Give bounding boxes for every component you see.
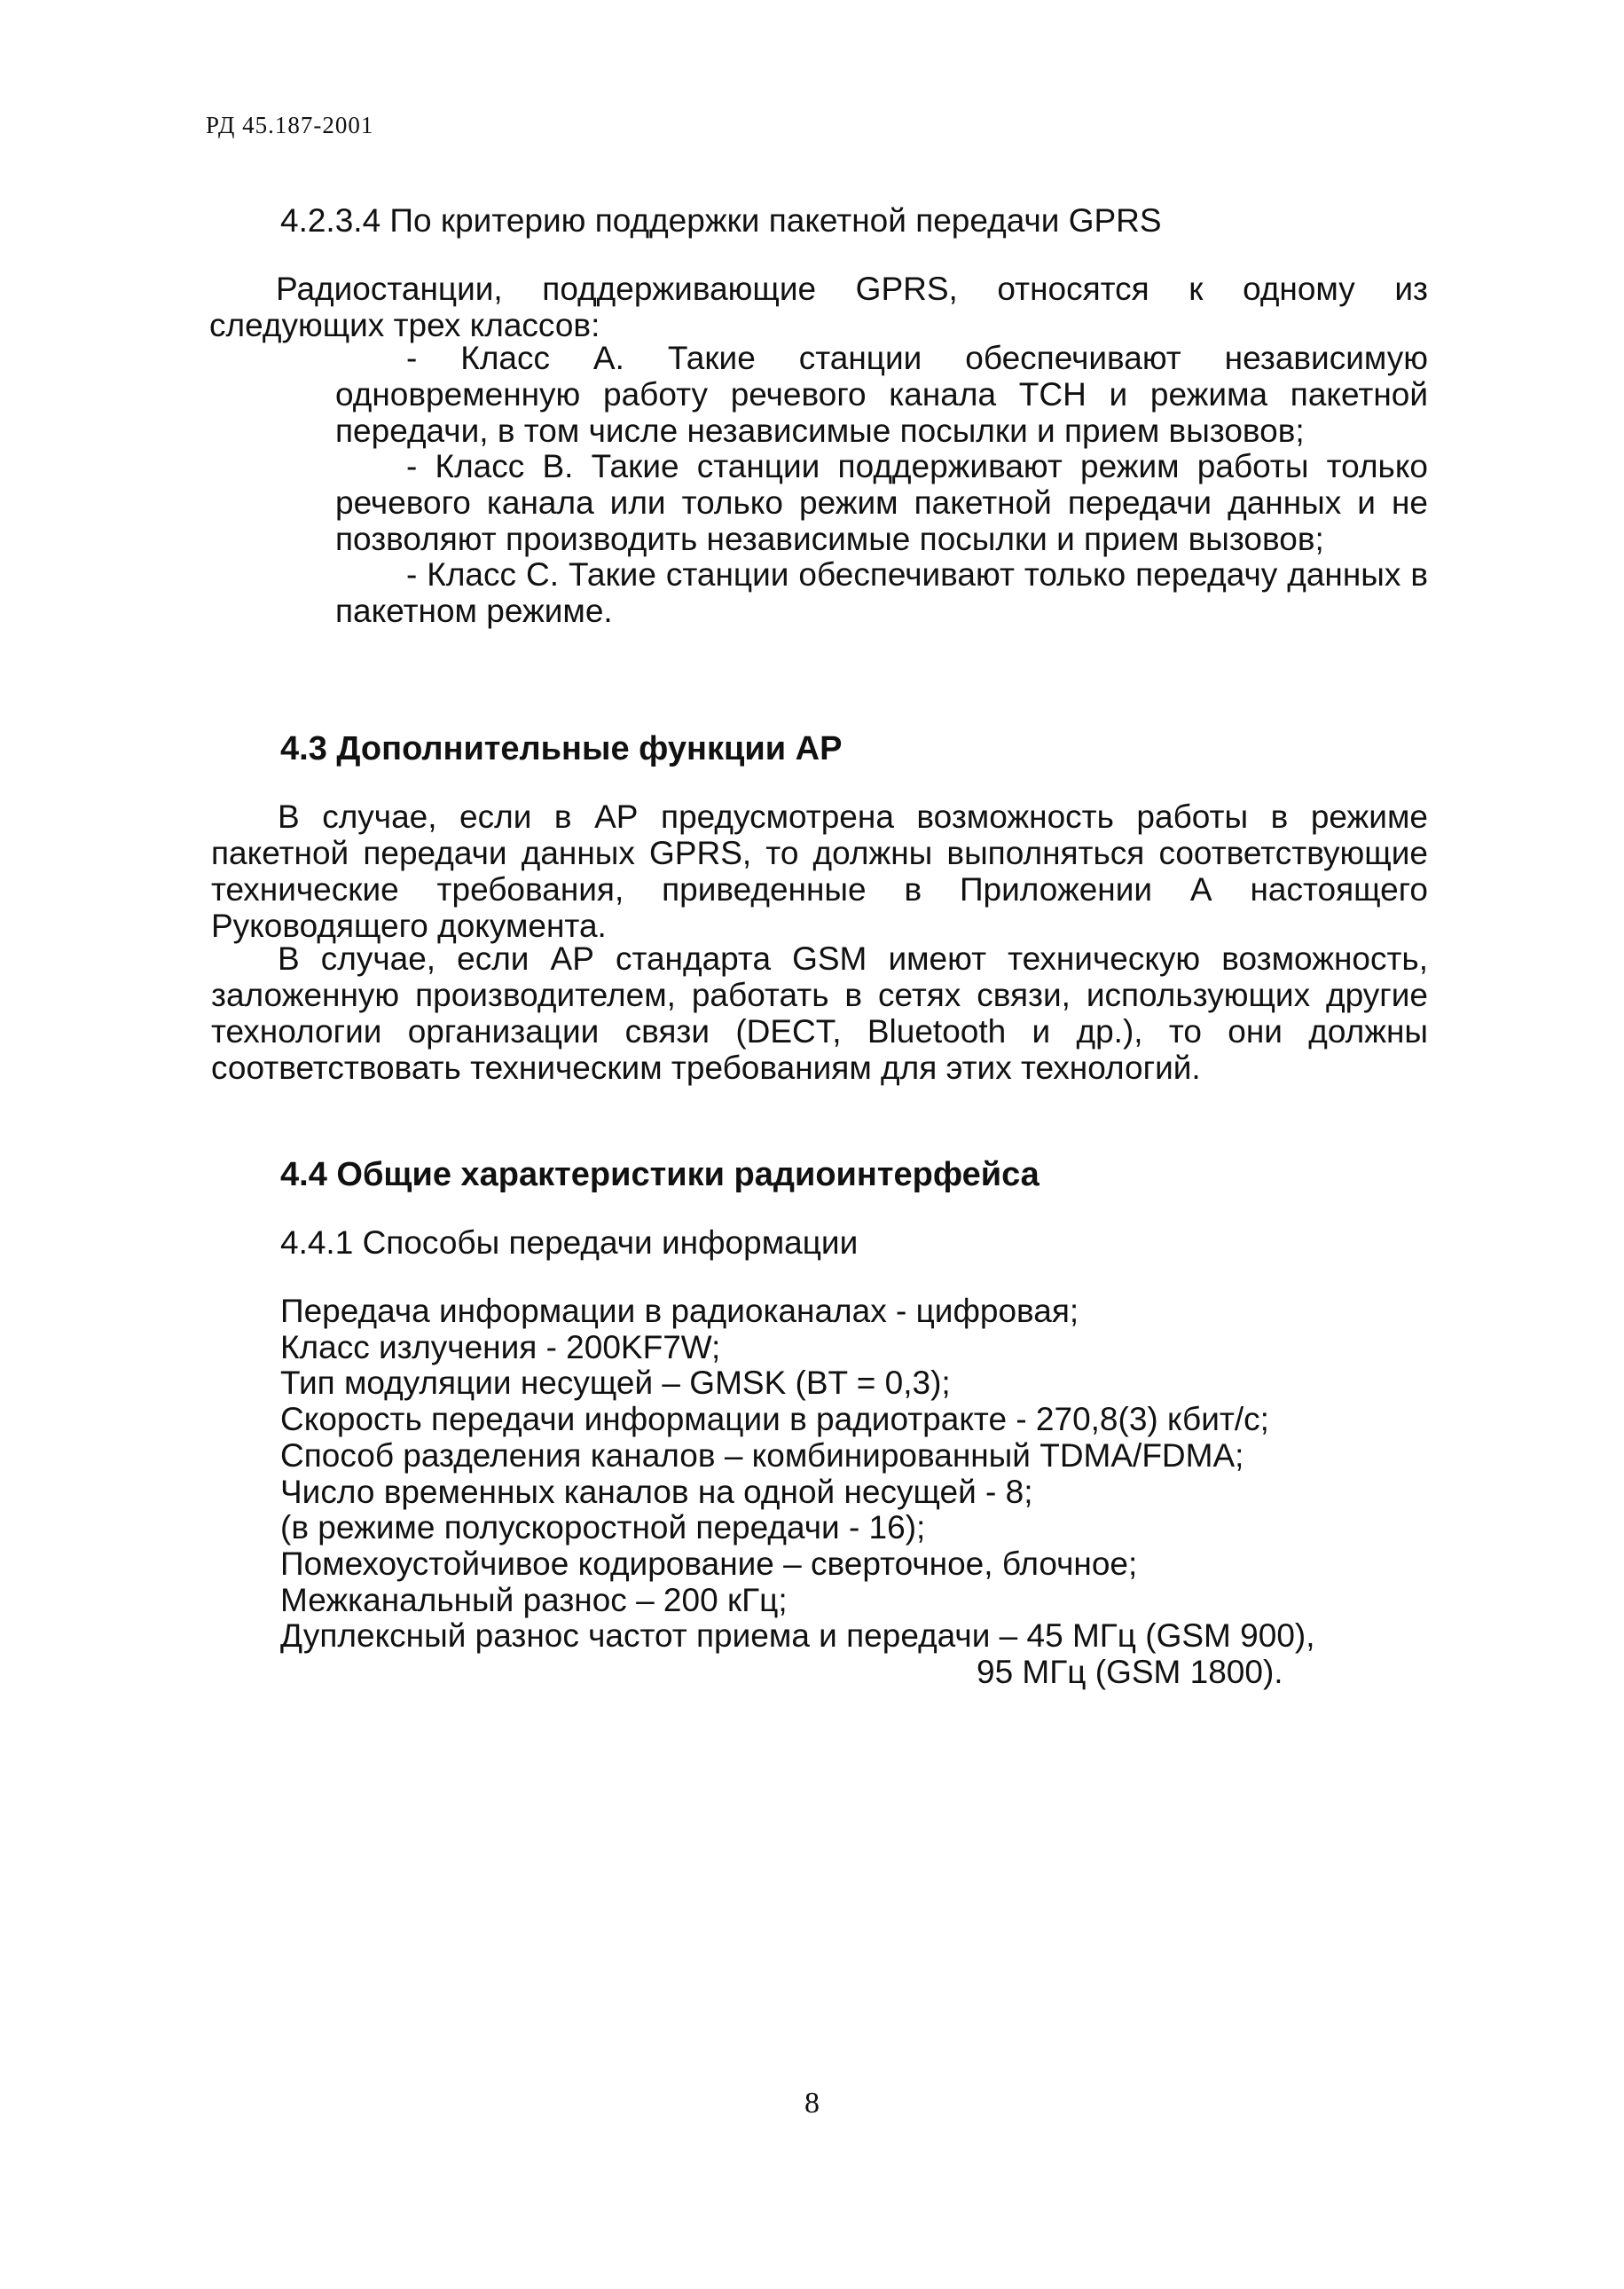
list-item: Тип модуляции несущей – GMSK (BT = 0,3); bbox=[280, 1365, 951, 1402]
list-item: Способ разделения каналов – комбинированный TDMA/FDMA; bbox=[280, 1436, 1244, 1474]
paragraph-gprs-intro: Радиостанции, поддерживающие GPRS, относятся к одному из следующих трех классов: bbox=[209, 271, 1428, 343]
list-item: Число временных каналов на одной несущей - 8; bbox=[280, 1473, 1033, 1510]
radio-interface-parameters-list bbox=[280, 1294, 1315, 1691]
subsection-title-4-2-3-4: 4.2.3.4 По критерию поддержки пакетной передачи GPRS bbox=[280, 202, 1162, 239]
section-title-4-3: 4.3 Дополнительные функции АР bbox=[280, 730, 843, 767]
list-item: (в режиме полускоростной передачи - 16); bbox=[280, 1509, 926, 1546]
page-number: 8 bbox=[804, 2087, 820, 2120]
list-item: Передача информации в радиоканалах - цифровая; bbox=[280, 1293, 1079, 1329]
section-title-4-4: 4.4 Общие характеристики радиоинтерфейса bbox=[280, 1156, 1040, 1193]
list-item: Помехоустойчивое кодирование – сверточное, блочное; bbox=[280, 1545, 1138, 1582]
list-item: Межканальный разнос – 200 кГц; bbox=[280, 1581, 788, 1618]
list-item: 95 МГц (GSM 1800). bbox=[977, 1654, 1283, 1691]
document-code: РД 45.187-2001 bbox=[206, 112, 374, 138]
list-item: Скорость передачи информации в радиотракте - 270,8(3) кбит/с; bbox=[280, 1401, 1269, 1438]
list-item-class-c-text: - Класс С. Такие станции обеспечивают только передачу данных в пакетном режиме. bbox=[335, 556, 1428, 629]
paragraph-other-technologies: В случае, если АР стандарта GSM имеют техническую возможность, заложенную производителем, работать в сетях связи, использующих другие технологии организации связи (DECT, Bluetooth и др.), то они должны соответствовать техническим требованиям для этих технологий. bbox=[211, 940, 1428, 1086]
list-item-class-b-text: - Класс В. Такие станции поддерживают режим работы только речевого канала или только режим пакетной передачи данных и не позволяют производить независимые посылки и прием вызовов; bbox=[335, 448, 1428, 557]
subsection-title-4-4-1: 4.4.1 Способы передачи информации bbox=[280, 1224, 859, 1261]
list-item: Класс излучения - 200KF7W; bbox=[280, 1328, 721, 1365]
paragraph-gprs-requirements: В случае, если в АР предусмотрена возможность работы в режиме пакетной передачи данных GPRS, то должны выполняться соответствующие технические требования, приведенные в Приложении А настоящего Руководящего документа. bbox=[211, 798, 1428, 944]
list-item-class-c bbox=[335, 556, 1428, 629]
list-item: Дуплексный разнос частот приема и передачи – 45 МГц (GSM 900), bbox=[280, 1617, 1315, 1655]
list-item-class-a bbox=[335, 340, 1428, 449]
list-item-class-a-text: - Класс А. Такие станции обеспечивают независимую одновременную работу речевого канала ТСН и режима пакетной передачи, в том числе независимые посылки и прием вызовов; bbox=[335, 340, 1428, 449]
list-item-class-b bbox=[335, 448, 1428, 557]
